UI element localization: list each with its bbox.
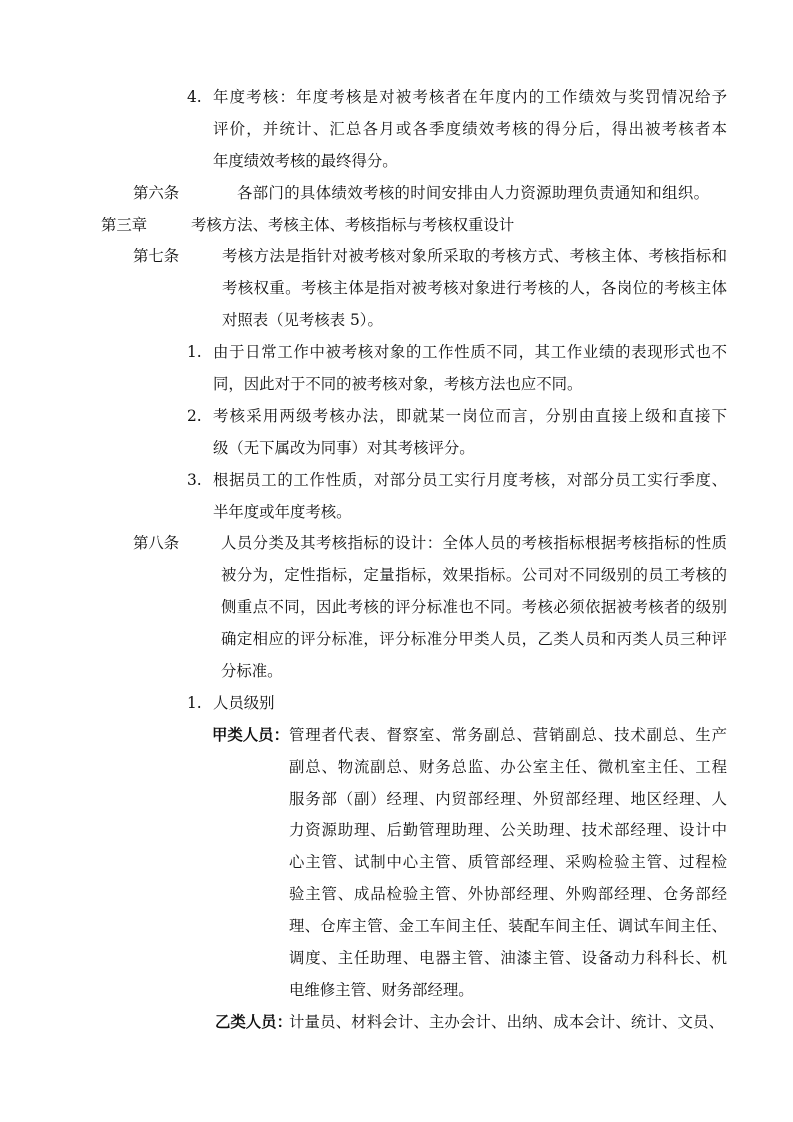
item-text: 级（无下属改为同事）对其考核评分。 xyxy=(213,438,475,457)
article-8-line xyxy=(0,592,793,624)
item-text: 年度绩效考核的最终得分。 xyxy=(213,151,398,170)
category-text: 计量员、材料会计、主办会计、出纳、成本会计、统计、文员、 xyxy=(289,1012,724,1031)
chapter-label: 第三章 xyxy=(101,215,148,234)
item-4-line xyxy=(0,146,793,178)
item-4-line xyxy=(0,114,793,146)
chapter-title: 考核方法、考核主体、考核指标与考核权重设计 xyxy=(191,215,515,234)
item-number: 1. xyxy=(187,343,202,362)
category-text: 副总、物流副总、财务总监、办公室主任、微机室主任、工程 xyxy=(289,757,727,776)
article-8-line xyxy=(0,624,793,656)
article-8-line xyxy=(0,560,793,592)
list-item xyxy=(0,433,793,465)
category-a-line xyxy=(0,815,793,847)
category-a-line xyxy=(0,975,793,1007)
article-label: 第七条 xyxy=(133,247,180,266)
article-7-line xyxy=(0,241,793,273)
article-text: 确定相应的评分标准，评分标准分甲类人员，乙类人员和丙类人员三种评 xyxy=(221,630,727,649)
item-text: 评价，并统计、汇总各月或各季度绩效考核的得分后，得出被考核者本 xyxy=(213,119,727,138)
category-label: 乙类人员： xyxy=(215,1012,292,1031)
category-a-line xyxy=(0,720,793,752)
article-text: 考核权重。考核主体是指对被考核对象进行考核的人，各岗位的考核主体 xyxy=(222,279,727,298)
item-text: 由于日常工作中被考核对象的工作性质不同，其工作业绩的表现形式也不 xyxy=(213,343,727,362)
category-text: 管理者代表、督察室、常务副总、营销副总、技术副总、生产 xyxy=(289,725,727,744)
article-6 xyxy=(0,178,793,210)
article-text: 考核方法是指针对被考核对象所采取的考核方式、考核主体、考核指标和 xyxy=(222,247,727,266)
article-text: 分标准。 xyxy=(221,662,283,681)
category-text: 调度、主任助理、电器主管、油漆主管、设备动力科科长、机 xyxy=(289,949,727,968)
item-number: 4. xyxy=(187,88,202,106)
list-item xyxy=(0,688,793,720)
article-label: 第六条 xyxy=(133,183,180,202)
article-8-line xyxy=(0,656,793,688)
article-text: 被分为，定性指标，定量指标，效果指标。公司对不同级别的员工考核的 xyxy=(221,566,727,585)
category-text: 理、仓库主管、金工车间主任、装配车间主任、调试车间主任、 xyxy=(289,917,727,936)
chapter-3-heading xyxy=(0,210,793,242)
item-text: 年度考核：年度考核是对被考核者在年度内的工作绩效与奖罚情况给予 xyxy=(213,88,727,106)
document-body xyxy=(0,82,793,1039)
article-text: 侧重点不同，因此考核的评分标准也不同。考核必须依据被考核者的级别 xyxy=(221,598,727,617)
category-a-line xyxy=(0,752,793,784)
article-7-line xyxy=(0,273,793,305)
item-title: 人员级别 xyxy=(213,693,275,712)
category-text: 心主管、试制中心主管、质管部经理、采购检验主管、过程检 xyxy=(289,853,727,872)
list-item xyxy=(0,401,793,433)
category-a-line xyxy=(0,784,793,816)
item-number: 3. xyxy=(187,470,202,489)
category-a-line xyxy=(0,847,793,879)
category-text: 验主管、成品检验主管、外协部经理、外购部经理、仓务部经 xyxy=(289,885,727,904)
list-item xyxy=(0,465,793,497)
item-text: 半年度或年度考核。 xyxy=(213,502,352,521)
item-text: 根据员工的工作性质，对部分员工实行月度考核，对部分员工实行季度、 xyxy=(213,470,727,489)
category-text: 电维修主管、财务部经理。 xyxy=(289,980,474,999)
list-item xyxy=(0,497,793,529)
item-number: 2. xyxy=(187,406,202,425)
category-text: 服务部（副）经理、内贸部经理、外贸部经理、地区经理、人 xyxy=(289,789,727,808)
category-b-line xyxy=(0,1007,793,1039)
category-label: 甲类人员： xyxy=(212,725,289,744)
item-text: 同，因此对于不同的被考核对象，考核方法也应不同。 xyxy=(213,375,583,394)
article-7-line xyxy=(0,305,793,337)
list-item xyxy=(0,337,793,369)
category-a-line xyxy=(0,879,793,911)
article-label: 第八条 xyxy=(133,534,180,553)
item-text: 考核采用两级考核办法，即就某一岗位而言，分别由直接上级和直接下 xyxy=(213,406,727,425)
article-text: 人员分类及其考核指标的设计：全体人员的考核指标根据考核指标的性质 xyxy=(221,534,727,553)
article-text: 各部门的具体绩效考核的时间安排由人力资源助理负责通知和组织。 xyxy=(237,183,709,202)
article-text: 对照表（见考核表 5）。 xyxy=(222,311,383,330)
item-number: 1. xyxy=(187,693,202,712)
list-item xyxy=(0,369,793,401)
item-4-line xyxy=(0,82,793,114)
article-8-line xyxy=(0,528,793,560)
category-text: 力资源助理、后勤管理助理、公关助理、技术部经理、设计中 xyxy=(289,821,727,840)
category-a-line xyxy=(0,911,793,943)
category-a-line xyxy=(0,943,793,975)
